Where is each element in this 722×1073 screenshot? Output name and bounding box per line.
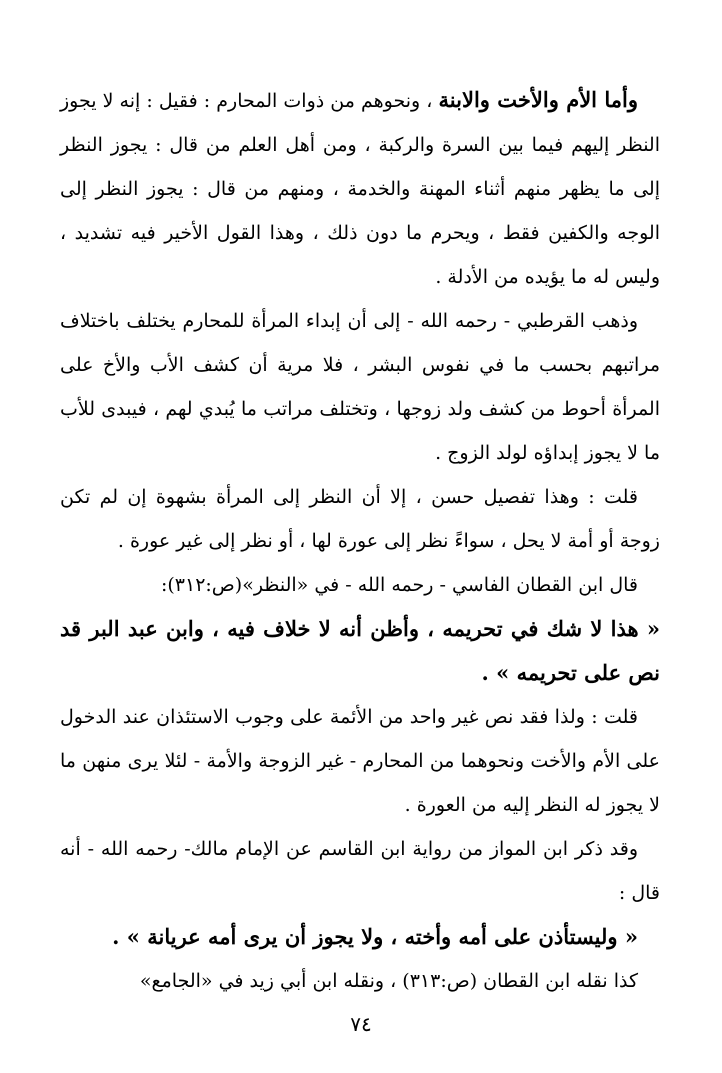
- paragraph-1: [60, 78, 660, 299]
- quote-1: « هذا لا شك في تحريمه ، وأظن أنه لا خلاف فيه ، وابن عبد البر قد نص على تحريمه » .: [60, 616, 660, 685]
- paragraph-1-lead: وأما الأم والأخت والابنة: [438, 87, 638, 112]
- quote-2: « وليستأذن على أمه وأخته ، ولا يجوز أن يرى أمه عريانة » .: [112, 924, 638, 949]
- paragraph-7: كذا نقله ابن القطان (ص:٣١٣) ، ونقله ابن أبي زيد في «الجامع»: [139, 970, 638, 992]
- paragraph-6: وقد ذكر ابن المواز من رواية ابن القاسم عن الإمام مالك- رحمه الله - أنه قال :: [60, 838, 660, 904]
- paragraph-5: قلت : ولذا فقد نص غير واحد من الأئمة على وجوب الاستئذان عند الدخول على الأم والأخت ونحوهما من المحارم - غير الزوجة والأمة - لئلا يرى منهن ما لا يجوز له النظر إليه من العورة .: [60, 706, 660, 816]
- page-number: ٧٤: [350, 1012, 372, 1036]
- paragraph-1-text: ، ونحوهم من ذوات المحارم : فقيل : إنه لا يجوز النظر إليهم فيما بين السرة والركبة ، ومن أهل العلم من قال : يجوز النظر إلى ما يظهر منهم أثناء المهنة والخدمة ، ومنهم من قال : يجوز النظر إلى الوجه والكفين فقط ، ويحرم ما دون ذلك ، وهذا القول الأخير فيه تشديد ، وليس له ما يؤيده من الأدلة .: [60, 90, 660, 288]
- paragraph-3: قلت : وهذا تفصيل حسن ، إلا أن النظر إلى المرأة بشهوة إن لم تكن زوجة أو أمة لا يحل ، سواءً نظر إلى عورة لها ، أو نظر إلى غير عورة .: [60, 486, 660, 552]
- paragraph-2: وذهب القرطبي - رحمه الله - إلى أن إبداء المرأة للمحارم يختلف باختلاف مراتبهم بحسب ما في نفوس البشر ، فلا مرية أن كشف الأب والأخ على المرأة أحوط من كشف ولد زوجها ، وتختلف مراتب ما يُبدي لهم ، فيبدى للأب ما لا يجوز إبداؤه لولد الزوج .: [60, 310, 660, 464]
- paragraph-4: قال ابن القطان الفاسي - رحمه الله - في «النظر»(ص:٣١٢):: [160, 574, 638, 596]
